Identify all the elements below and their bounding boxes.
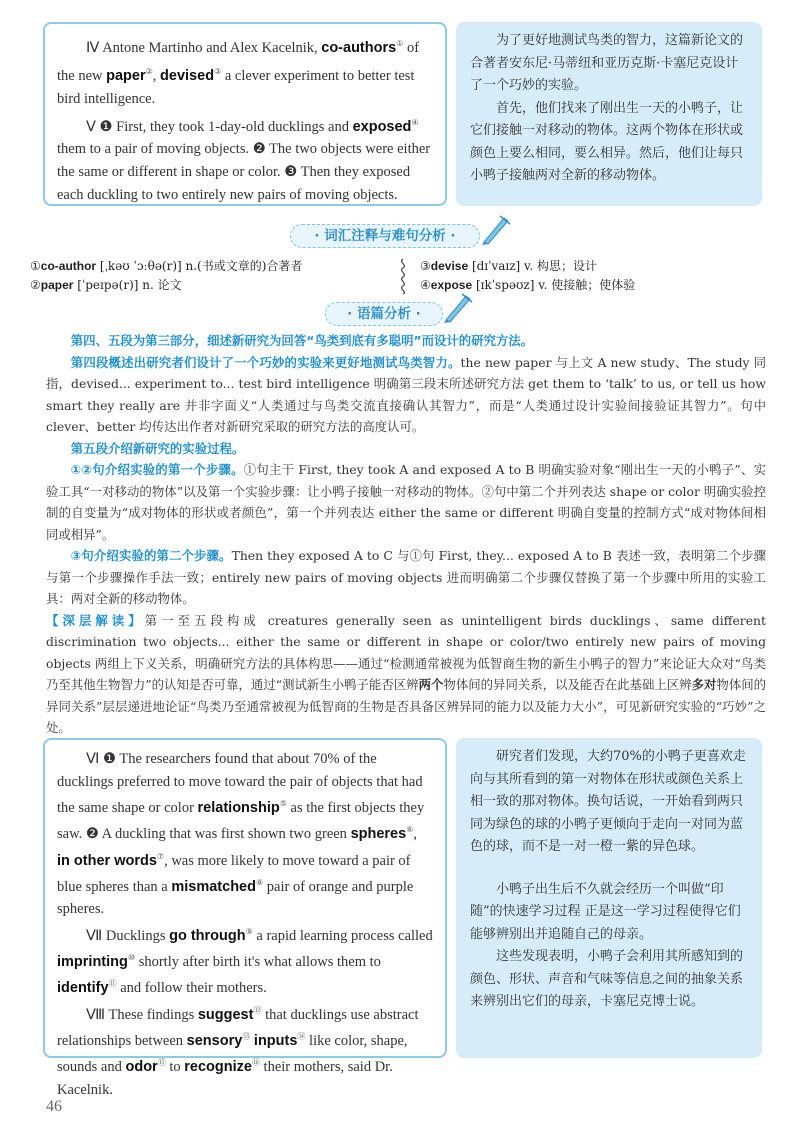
discourse-analysis-banner: · 语篇分析 · [325, 302, 443, 326]
translation-paragraph: 为了更好地测试鸟类的智力，这篇新论文的合著者安东尼·马蒂纽和亚历克斯·卡塞尼克设计了一个巧妙的实验。 [470, 33, 744, 93]
top-chinese-translation [456, 22, 762, 206]
vocab-item: ①co-author [ˌkəʊ ˈɔːθə(r)] n.(书或文章的)合著者 [30, 259, 303, 273]
analysis-paragraph: 第五段介绍新研究的实验过程。 [70, 440, 245, 456]
analysis-paragraph: 第四、五段为第三部分，细述新研究为回答“鸟类到底有多聪明”而设计的研究方法。 [70, 333, 534, 348]
discourse-analysis [46, 330, 766, 739]
pen-icon [440, 290, 474, 324]
vocab-item: ④expose [ɪkˈspəʊz] v. 使接触；使体验 [420, 278, 636, 292]
analysis-paragraph: ①②句介绍实验的第一个步骤。①句主干 First, they took A and exposed A to B 明确实验对象“刚出生一天的小鸭子”、实验工具“一对移动的物体”以及第一个实验步骤：让小鸭子接触一对移动的物体。②句中第二个并列表达 shape or color 明确实验控制的自变量为“成对物体的形状或者颜色”，第一个并列表达 either the same or different 明确自变量的控制方式“成对物体间相同或相异”。 [46, 462, 766, 542]
paragraph-8: Ⅷ These findings suggest⑫ that ducklings use abstract relationships between sensory⑬ inputs⑭ like color, shape, sounds and odor⑮ to recognize⑯ their mothers, said Dr. Kacelnik. [57, 1005, 419, 1098]
analysis-paragraph: 第四段概述出研究者们设计了一个巧妙的实验来更好地测试鸟类智力。the new paper 与上文 A new study、The study 同指，devised... experiment to... test bird intelligence 明确第三段末所述研究方法 get them to ‘talk’ to us, or tell us how smart they really are 并非字面义“人类通过与鸟类交流直接确认其智力”，而是“人类通过设计实验间接验证其智力”。句中 clever、better 均传达出作者对新研究采取的研究方法的高度认可。 [46, 354, 767, 434]
bottom-chinese-translation [456, 738, 762, 1058]
analysis-paragraph: ③句介绍实验的第二个步骤。Then they exposed A to C 与①句 First, they... exposed A to B 表述一致，表明第二个步骤与第一个步骤操作手法一致；entirely new pairs of moving objects 进而明确第二个步骤仅替换了第一个步骤中所用的实验工具：两对全新的移动物体。 [46, 548, 766, 606]
translation-paragraph: 小鸭子出生后不久就会经历一个叫做“印随”的快速学习过程 正是这一学习过程使得它们能够辨别出并追随自己的母亲。 [470, 881, 741, 942]
spiral-divider [396, 257, 410, 295]
vocab-section-banner: · 词汇注释与难句分析 · [290, 224, 480, 248]
bottom-english-passage [43, 738, 447, 1098]
top-english-passage [43, 22, 447, 206]
translation-paragraph: 首先，他们找来了刚出生一天的小鸭子，让它们接触一对移动的物体。这两个物体在形状或颜色上要么相同，要么相异。然后，他们让每只小鸭子接触两对全新的移动物体。 [470, 100, 744, 183]
paragraph-4: Ⅳ Antone Martinho and Alex Kacelnik, co-authors① of the new paper②, devised③ a clever experiment to better test bird intelligence. [57, 39, 420, 107]
pen-icon [478, 212, 512, 246]
paragraph-7: Ⅶ Ducklings go through⑨ a rapid learning process called imprinting⑩ shortly after birth it's what allows them to identify⑪ and follow their mothers. [57, 926, 433, 997]
paragraph-5: Ⅴ ❶ First, they took 1-day-old ducklings and exposed④ them to a pair of moving objects. ❷ The two objects were either the same or different in shape or color. ❸ Then they exposed each duckling to two entirely new pairs of moving objects. [57, 117, 431, 204]
page-number: 46 [46, 1098, 62, 1115]
translation-paragraph: 这些发现表明，小鸭子会利用其所感知到的颜色、形状、声音和气味等信息之间的抽象关系来辨别出它们的母亲，卡塞尼克博士说。 [470, 949, 744, 1009]
vocab-item: ②paper [ˈpeɪpə(r)] n. 论文 [30, 278, 182, 292]
deep-interpretation: 【深层解读】第一至五段构成 creatures generally seen as unintelligent birds ducklings、same different discrimination two objects... either the same or different in shape or color/two entirely new pairs of moving objects 两组上下义关系，明确研究方法的具体构思——通过“检测通常被视为低智商生物的新生小鸭子的智力”来论证大众对“鸟类乃至其他生物智力”的认知是否可靠，通过“测试新生小鸭子能否区辨两个物体间的异同关系，以及能否在此基础上区辨多对物体间的异同关系”层层递进地论证“鸟类乃至通常被视为低智商的生物是否具备区辨异同的能力以及能力大小”，可见新研究实验的“巧妙”之处。 [46, 612, 767, 735]
paragraph-6: Ⅵ ❶ The researchers found that about 70% of the ducklings preferred to move toward the pair of objects that had the same shape or color relationship⑤ as the first objects they saw. ❷ A duckling that was first shown two green spheres⑥, in other words⑦, was more likely to move toward a pair of blue spheres than a mismatched⑧ pair of orange and purple spheres. [57, 751, 425, 918]
translation-paragraph: 研究者们发现，大约70%的小鸭子更喜欢走向与其所看到的第一对物体在形状或颜色关系上相一致的那对物体。换句话说，一开始看到两只同为绿色的球的小鸭子更倾向于走向一对同为蓝色的球，而不是一对一橙一紫的异色球。 [470, 749, 746, 854]
vocab-item: ③devise [dɪˈvaɪz] v. 构思；设计 [420, 259, 598, 273]
